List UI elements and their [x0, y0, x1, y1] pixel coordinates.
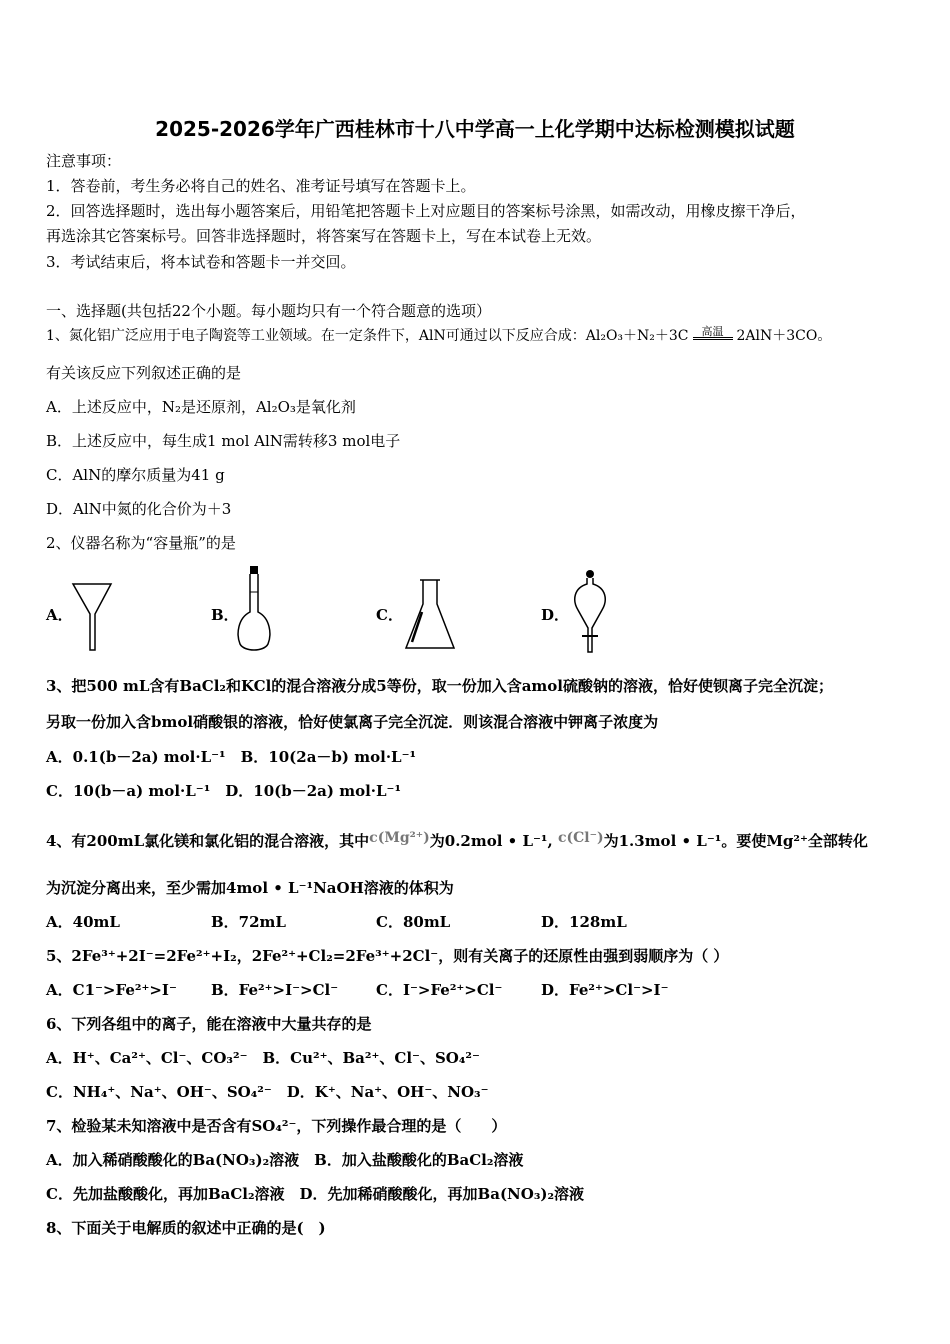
q1-stem2: 有关该反应下列叙述正确的是: [46, 364, 242, 382]
note-line: 3．考试结束后，将本试卷和答题卡一并交回。: [46, 253, 356, 271]
cl-concentration-formula: c(Cl⁻): [557, 830, 604, 846]
section-heading: 一、选择题(共包括22个小题。每小题均只有一个符合题意的选项）: [46, 302, 491, 320]
q3-stem: 3、把500 mL含有BaCl₂和KCl的混合溶液分成5等份，取一份加入含amol硫酸钠的溶液，恰好使钡离子完全沉淀；: [46, 677, 833, 695]
q4-stem-a: 4、有200mL氯化镁和氯化铝的混合溶液，其中: [46, 832, 370, 850]
q4-stem-c: 为1.3mol • L⁻¹。要使Mg²⁺全部转化: [603, 832, 868, 850]
q2-stem: 2、仪器名称为“容量瓶”的是: [46, 534, 236, 552]
q1-option-b: B．上述反应中，每生成1 mol AlN需转移3 mol电子: [46, 432, 401, 450]
q5-stem: 5、2Fe³⁺+2I⁻=2Fe²⁺+I₂，2Fe²⁺+Cl₂=2Fe³⁺+2Cl⁻，则有关离子的还原性由强到弱顺序为（ ）: [46, 947, 729, 965]
q5-option-d: D．Fe²⁺>Cl⁻>I⁻: [541, 981, 669, 999]
page-title: 2025-2026学年广西桂林市十八中学高一上化学期中达标检测模拟试题: [155, 117, 795, 141]
q4-option-d: D．128mL: [541, 913, 627, 931]
q7-options-cd: C．先加盐酸酸化，再加BaCl₂溶液 D．先加稀硝酸酸化，再加Ba(NO₃)₂溶液: [46, 1185, 585, 1203]
q2-option-a: A．: [46, 606, 73, 624]
q5-option-c: C．I⁻>Fe²⁺>Cl⁻: [376, 981, 503, 999]
note-line: 2．回答选择题时，选出每小题答案后，用铅笔把答题卡上对应题目的答案标号涂黑，如需改动，用橡皮擦干净后，: [46, 202, 806, 220]
q5-option-b: B．Fe²⁺>I⁻>Cl⁻: [211, 981, 339, 999]
q1-stem: [46, 326, 831, 346]
reaction-condition: 高温: [693, 326, 733, 340]
separatory-funnel-icon: [568, 568, 612, 654]
mg-concentration-formula: c(Mg²⁺): [369, 830, 430, 846]
q1-option-c: C．AlN的摩尔质量为41 g: [46, 466, 225, 484]
q6-options-ab: A．H⁺、Ca²⁺、Cl⁻、CO₃²⁻ B．Cu²⁺、Ba²⁺、Cl⁻、SO₄²⁻: [46, 1049, 480, 1067]
q6-options-cd: C．NH₄⁺、Na⁺、OH⁻、SO₄²⁻ D．K⁺、Na⁺、OH⁻、NO₃⁻: [46, 1083, 489, 1101]
note-line: 1．答卷前，考生务必将自己的姓名、准考证号填写在答题卡上。: [46, 177, 476, 195]
q7-stem: 7、检验某未知溶液中是否含有SO₄²⁻，下列操作最合理的是（ ）: [46, 1117, 507, 1135]
q4-option-b: B．72mL: [211, 913, 286, 931]
q1-option-a: A．上述反应中，N₂是还原剂，Al₂O₃是氧化剂: [46, 398, 356, 416]
q4-option-c: C．80mL: [376, 913, 451, 931]
funnel-icon: [70, 580, 114, 654]
q1-option-d: D．AlN中氮的化合价为＋3: [46, 500, 232, 518]
conical-flask-icon: [402, 576, 458, 654]
q7-options-ab: A．加入稀硝酸酸化的Ba(NO₃)₂溶液 B．加入盐酸酸化的BaCl₂溶液: [46, 1151, 524, 1169]
q4-stem-b: 为0.2mol • L⁻¹,: [429, 832, 553, 850]
q4-option-a: A．40mL: [46, 913, 120, 931]
q6-stem: 6、下列各组中的离子，能在溶液中大量共存的是: [46, 1015, 372, 1033]
volumetric-flask-icon: [232, 564, 276, 654]
q1-stem-a: 1、氮化铝广泛应用于电子陶瓷等工业领域。在一定条件下，AlN可通过以下反应合成：Al₂O₃＋N₂＋3C: [46, 328, 689, 344]
q3-options-cd: C．10(b－a) mol·L⁻¹ D．10(b－2a) mol·L⁻¹: [46, 782, 402, 800]
q5-option-a: A．C1⁻>Fe²⁺>I⁻: [46, 981, 177, 999]
notes-heading: 注意事项：: [46, 152, 122, 170]
note-line: 再选涂其它答案标号。回答非选择题时，将答案写在答题卡上，写在本试卷上无效。: [46, 227, 602, 245]
q8-stem: 8、下面关于电解质的叙述中正确的是( ): [46, 1219, 326, 1237]
q2-option-c: C．: [376, 606, 403, 624]
q2-option-b: B．: [211, 606, 239, 624]
q3-stem2: 另取一份加入含bmol硝酸银的溶液，恰好使氯离子完全沉淀．则该混合溶液中钾离子浓度为: [46, 713, 659, 731]
q4-stem: [46, 828, 868, 851]
q1-stem-b: 2AlN＋3CO。: [736, 328, 832, 344]
q2-option-d: D．: [541, 606, 570, 624]
q3-options-ab: A．0.1(b－2a) mol·L⁻¹ B．10(2a－b) mol·L⁻¹: [46, 748, 417, 766]
q4-stem2: 为沉淀分离出来，至少需加4mol • L⁻¹NaOH溶液的体积为: [46, 879, 454, 897]
